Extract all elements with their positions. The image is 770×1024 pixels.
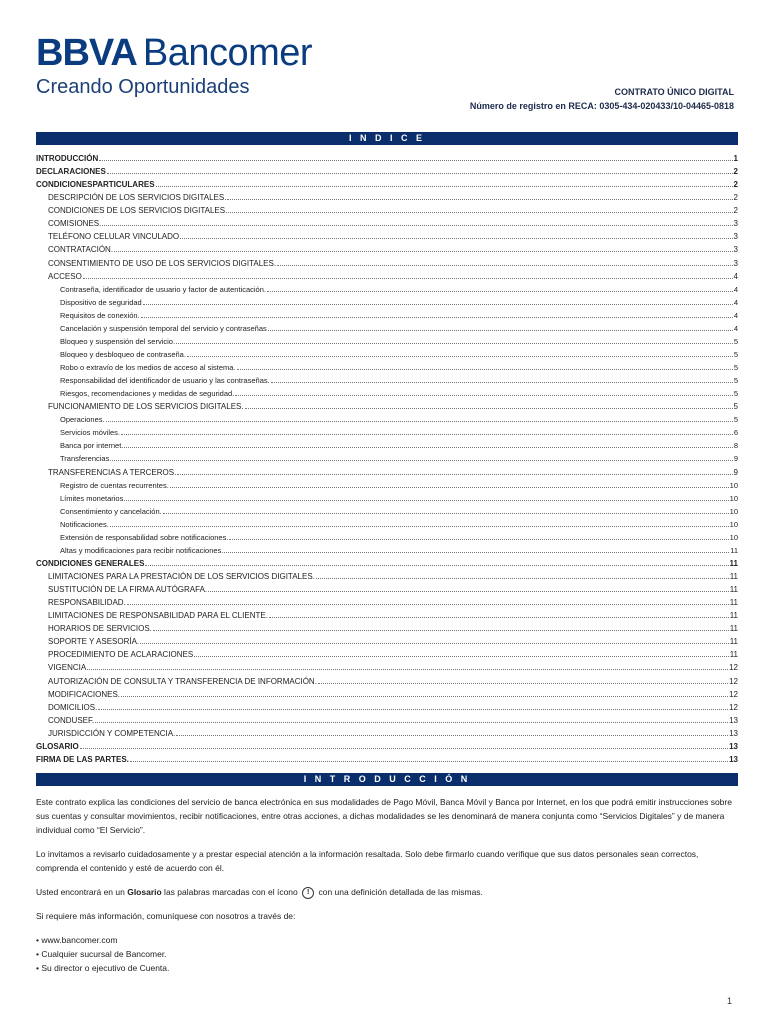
toc-entry-title: PROCEDIMIENTO DE ACLARACIONES. <box>48 650 196 660</box>
toc-leader-dots <box>268 323 733 331</box>
toc-leader-dots <box>107 166 733 174</box>
toc-entry-title: Banca por internet. <box>60 441 124 451</box>
toc-entry-title: CONDICIONES GENERALES <box>36 558 145 568</box>
toc-entry[interactable] <box>36 322 738 335</box>
toc-entry-page: 2 <box>733 167 738 177</box>
toc-entry-title: JURISDICCIÓN Y COMPETENCIA. <box>48 728 176 738</box>
toc-leader-dots <box>245 401 733 409</box>
toc-entry[interactable] <box>36 714 738 727</box>
toc-entry-title: CONDICIONES DE LOS SERVICIOS DIGITALES. <box>48 206 228 216</box>
toc-leader-dots <box>269 610 729 618</box>
bbva-bancomer-logo <box>36 34 312 99</box>
toc-leader-dots <box>114 244 733 252</box>
toc-entry-title: COMISIONES. <box>48 219 102 229</box>
toc-entry-title: RESPONSABILIDAD. <box>48 598 126 608</box>
toc-entry-title: Dispositivo de seguridad <box>60 297 142 307</box>
toc-leader-dots <box>121 689 728 697</box>
toc-entry-page: 3 <box>733 232 738 242</box>
toc-entry[interactable] <box>36 335 738 348</box>
toc-entry[interactable] <box>36 531 738 544</box>
toc-leader-dots <box>127 597 729 605</box>
toc-entry[interactable] <box>36 452 738 465</box>
toc-leader-dots <box>121 427 733 435</box>
toc-entry-title: Notificaciones. <box>60 519 109 529</box>
toc-entry-title: FUNCIONAMIENTO DE LOS SERVICIOS DIGITALES. <box>48 402 244 412</box>
toc-entry[interactable] <box>36 152 738 165</box>
toc-entry-page: 12 <box>729 676 738 686</box>
toc-leader-dots <box>163 506 729 514</box>
toc-entry[interactable] <box>36 675 738 688</box>
toc-leader-dots <box>98 702 728 710</box>
toc-entry-title: CONDUSEF. <box>48 715 95 725</box>
toc-entry-page: 5 <box>733 363 738 372</box>
toc-entry-title: Contraseña, identificador de usuario y factor de autenticación. <box>60 284 266 294</box>
toc-entry[interactable] <box>36 701 738 714</box>
toc-leader-dots <box>145 558 728 566</box>
toc-entry[interactable] <box>36 688 738 701</box>
intro-paragraph-4: Si requiere más información, comuníquese con nosotros a través de: <box>36 911 296 921</box>
intro-p3-text-middle: las palabras marcadas con el ícono <box>161 887 301 897</box>
toc-entry[interactable] <box>36 426 738 439</box>
glossary-marker-icon: ! <box>302 887 314 899</box>
toc-leader-dots <box>316 571 729 579</box>
toc-entry[interactable] <box>36 270 738 283</box>
introduction-body <box>36 795 738 975</box>
logo-tagline: Creando Oportunidades <box>36 76 250 98</box>
contact-item[interactable]: • www.bancomer.com <box>36 935 118 945</box>
toc-entry-title: SUSTITUCIÓN DE LA FIRMA AUTÓGRAFA. <box>48 585 208 595</box>
toc-leader-dots <box>141 310 733 318</box>
toc-entry[interactable] <box>36 309 738 322</box>
toc-entry-page: 2 <box>733 206 738 216</box>
toc-entry-page: 12 <box>729 663 738 673</box>
toc-entry-title: AUTORIZACIÓN DE CONSULTA Y TRANSFERENCIA DE INFORMACIÓN. <box>48 676 317 686</box>
toc-leader-dots <box>187 349 733 357</box>
toc-entry-page: 1 <box>733 154 738 163</box>
toc-entry-title: SOPORTE Y ASESORÍA. <box>48 637 140 647</box>
toc-entry[interactable] <box>36 518 738 531</box>
toc-entry-page: 6 <box>733 428 738 438</box>
toc-entry-title: MODIFICACIONES. <box>48 689 121 699</box>
toc-entry[interactable] <box>36 230 738 243</box>
logo-bank-name: Bancomer <box>142 32 313 74</box>
toc-entry-title: HORARIOS DE SERVICIOS. <box>48 624 152 634</box>
toc-leader-dots <box>271 375 733 383</box>
contract-title: CONTRATO ÚNICO DIGITAL <box>614 87 734 97</box>
toc-leader-dots <box>208 584 729 592</box>
toc-entry-page: 13 <box>729 715 738 725</box>
toc-entry-page: 5 <box>733 402 738 412</box>
toc-entry[interactable] <box>36 609 738 622</box>
toc-leader-dots <box>224 545 729 553</box>
intro-paragraph-2: Lo invitamos a revisarlo cuidadosamente y a prestar especial atención a la información resaltada. Solo debe firmarlo cuando verifique que sus datos personales sean correctos, comprenda el contenido y esté de acuerdo con él. <box>36 849 699 873</box>
toc-leader-dots <box>99 153 732 161</box>
toc-entry-page: 4 <box>733 297 738 307</box>
toc-leader-dots <box>83 271 733 279</box>
toc-entry-page: 11 <box>729 611 738 621</box>
toc-entry[interactable] <box>36 191 738 204</box>
toc-leader-dots <box>277 258 733 266</box>
toc-entry-title: Cancelación y suspensión temporal del servicio y contraseñas <box>60 323 267 333</box>
toc-entry-title: Operaciones. <box>60 415 105 425</box>
toc-entry[interactable] <box>36 505 738 518</box>
toc-entry[interactable] <box>36 557 738 570</box>
toc-leader-dots <box>89 662 728 670</box>
toc-leader-dots <box>126 493 728 501</box>
toc-entry-page: 2 <box>733 193 738 203</box>
toc-entry-page: 9 <box>733 467 738 477</box>
toc-entry[interactable] <box>36 348 738 361</box>
intro-paragraph-1: Este contrato explica las condiciones del servicio de banca electrónica en sus modalidades de Pago Móvil, Banca Móvil y Banca por Internet, en los que podrá emitir instrucciones sobre sus cuentas y consultar movimientos, recibir notificaciones, entre otras acciones, a dichas modalidades se les denominará de manera conjunta como “Servicios Digitales” y de manera individual como “El Servicio”. <box>36 797 732 835</box>
toc-entry[interactable] <box>36 492 738 505</box>
toc-leader-dots <box>196 649 728 657</box>
toc-entry-title: Robo o extravío de los medios de acceso al sistema. <box>60 363 236 372</box>
toc-entry[interactable] <box>36 257 738 270</box>
toc-entry-page: 3 <box>733 245 738 255</box>
toc-entry-page: 5 <box>733 349 738 359</box>
toc-leader-dots <box>156 179 733 187</box>
toc-leader-dots <box>102 218 732 226</box>
toc-entry[interactable] <box>36 374 738 387</box>
toc-entry-title: Riesgos, recomendaciones y medidas de seguridad. <box>60 389 235 399</box>
intro-p3-text-start: Usted encontrará en un <box>36 887 128 897</box>
toc-entry-page: 10 <box>729 519 738 529</box>
toc-entry[interactable] <box>36 413 738 426</box>
toc-entry-title: DOMICILIOS. <box>48 702 98 712</box>
toc-entry-page: 10 <box>729 506 738 516</box>
toc-leader-dots <box>227 192 732 200</box>
toc-entry-page: 13 <box>729 741 738 751</box>
toc-leader-dots <box>140 636 729 644</box>
contact-item: • Su director o ejecutivo de Cuenta. <box>36 963 170 973</box>
toc-leader-dots <box>130 754 728 762</box>
toc-entry[interactable] <box>36 178 738 191</box>
toc-entry-page: 5 <box>733 336 738 346</box>
toc-entry-page: 4 <box>733 310 738 320</box>
toc-entry[interactable] <box>36 400 738 413</box>
toc-leader-dots <box>228 205 732 213</box>
toc-entry-title: ACCESO <box>48 271 82 281</box>
toc-leader-dots <box>229 532 728 540</box>
toc-entry-page: 5 <box>733 389 738 399</box>
toc-entry[interactable] <box>36 439 738 452</box>
toc-leader-dots <box>235 388 733 396</box>
intro-paragraph-3 <box>36 885 738 899</box>
toc-entry[interactable] <box>36 387 738 400</box>
toc-entry-title: DECLARACIONES <box>36 167 106 177</box>
toc-entry[interactable] <box>36 596 738 609</box>
intro-section-bar: I N T R O D U C C I Ó N <box>36 773 738 786</box>
toc-entry-title: LIMITACIONES PARA LA PRESTACIÓN DE LOS SERVICIOS DIGITALES. <box>48 572 315 581</box>
toc-entry-title: TRANSFERENCIAS A TERCEROS. <box>48 467 177 477</box>
toc-leader-dots <box>143 297 733 305</box>
toc-leader-dots <box>110 519 729 527</box>
toc-entry[interactable] <box>36 661 738 674</box>
toc-entry-page: 2 <box>733 180 738 190</box>
toc-entry[interactable] <box>36 648 738 661</box>
toc-entry-page: 3 <box>733 219 738 229</box>
glossary-term: Glosario <box>127 887 162 897</box>
toc-leader-dots <box>95 715 728 723</box>
toc-leader-dots <box>153 623 729 631</box>
toc-leader-dots <box>182 231 732 239</box>
toc-entry[interactable] <box>36 283 738 296</box>
toc-entry-page: 11 <box>729 637 738 647</box>
toc-entry[interactable] <box>36 296 738 309</box>
toc-entry-title: VIGENCIA. <box>48 663 89 673</box>
toc-entry[interactable] <box>36 583 738 596</box>
toc-entry-page: 4 <box>733 271 738 281</box>
toc-entry-title: Registro de cuentas recurrentes. <box>60 480 169 490</box>
toc-entry-page: 5 <box>733 376 738 386</box>
toc-entry-title: Bloqueo y suspensión del servicio. <box>60 336 176 346</box>
toc-entry-page: 4 <box>733 284 738 294</box>
toc-entry-page: 9 <box>733 454 738 464</box>
toc-entry[interactable] <box>36 570 738 583</box>
toc-entry[interactable] <box>36 635 738 648</box>
toc-entry-page: 11 <box>729 585 738 595</box>
toc-entry-page: 11 <box>729 572 738 581</box>
toc-entry-title: Requisitos de conexión. <box>60 310 140 320</box>
toc-entry[interactable] <box>36 622 738 635</box>
toc-entry-page: 11 <box>729 624 738 634</box>
contract-header <box>470 85 734 113</box>
toc-entry-page: 11 <box>729 558 738 568</box>
toc-entry-title: Responsabilidad del identificador de usuario y las contraseñas. <box>60 376 270 386</box>
toc-leader-dots <box>176 336 733 344</box>
toc-leader-dots <box>170 480 729 488</box>
toc-entry-title: CONTRATACIÓN. <box>48 245 114 255</box>
toc-entry[interactable] <box>36 165 738 178</box>
toc-leader-dots <box>124 440 732 448</box>
toc-entry[interactable] <box>36 466 738 479</box>
toc-leader-dots <box>176 728 728 736</box>
toc-entry-title: CONSENTIMIENTO DE USO DE LOS SERVICIOS DIGITALES. <box>48 258 277 268</box>
toc-leader-dots <box>267 284 733 292</box>
toc-entry-page: 12 <box>729 702 738 712</box>
page-number: 1 <box>726 996 732 1006</box>
toc-entry-page: 5 <box>733 415 738 425</box>
toc-entry-page: 3 <box>733 258 738 268</box>
toc-entry-page: 4 <box>733 323 738 333</box>
toc-entry[interactable] <box>36 727 738 740</box>
toc-entry[interactable] <box>36 740 738 753</box>
table-of-contents <box>36 152 738 766</box>
toc-entry-title: Extensión de responsabilidad sobre notificaciones. <box>60 532 229 542</box>
toc-entry[interactable] <box>36 243 738 256</box>
toc-leader-dots <box>318 676 728 684</box>
toc-entry-title: Consentimiento y cancelación. <box>60 506 162 516</box>
toc-entry-title: GLOSARIO <box>36 741 79 751</box>
toc-entry-page: 10 <box>729 493 738 503</box>
toc-entry[interactable] <box>36 204 738 217</box>
toc-leader-dots <box>177 467 732 475</box>
contact-list <box>36 933 738 975</box>
reca-number: Número de registro en RECA: 0305-434-020433/10-04465-0818 <box>469 101 734 111</box>
intro-p3-text-end: con una definición detallada de las mismas. <box>316 887 483 897</box>
toc-leader-dots <box>80 741 728 749</box>
toc-entry-title: CONDICIONESPARTICULARES <box>36 180 155 190</box>
toc-entry-page: 13 <box>729 754 738 764</box>
toc-entry-page: 12 <box>729 689 738 699</box>
toc-entry-title: Límites monetarios. <box>60 493 126 503</box>
toc-entry-title: Altas y modificaciones para recibir notificaciones. <box>60 545 224 555</box>
logo-brand: BBVA <box>36 32 137 74</box>
toc-entry-page: 8 <box>733 441 738 451</box>
toc-leader-dots <box>237 362 733 370</box>
toc-entry-page: 10 <box>729 532 738 542</box>
toc-entry-title: Transferencias. <box>60 454 112 464</box>
toc-entry-page: 13 <box>729 728 738 738</box>
toc-entry-title: LIMITACIONES DE RESPONSABILIDAD PARA EL CLIENTE. <box>48 611 268 621</box>
toc-entry-page: 11 <box>729 598 738 608</box>
toc-entry-title: Servicios móviles. <box>60 428 121 438</box>
toc-entry[interactable] <box>36 479 738 492</box>
toc-entry-page: 11 <box>730 545 738 555</box>
toc-leader-dots <box>106 414 733 422</box>
toc-entry-title: TELÉFONO CELULAR VINCULADO. <box>48 232 182 242</box>
toc-entry[interactable] <box>36 544 738 557</box>
contact-item: • Cualquier sucursal de Bancomer. <box>36 949 167 959</box>
toc-entry-title: INTRODUCCIÓN <box>36 154 99 163</box>
toc-leader-dots <box>112 453 732 461</box>
toc-entry-page: 11 <box>729 650 738 660</box>
toc-entry[interactable] <box>36 217 738 230</box>
index-section-bar: I N D I C E <box>36 132 738 145</box>
toc-entry-title: FIRMA DE LAS PARTES. <box>36 754 129 764</box>
toc-entry[interactable] <box>36 361 738 374</box>
toc-entry-title: DESCRIPCIÓN DE LOS SERVICIOS DIGITALES. <box>48 193 227 203</box>
toc-entry[interactable] <box>36 753 738 766</box>
toc-entry-page: 10 <box>729 480 738 490</box>
toc-entry-title: Bloqueo y desbloqueo de contraseña. <box>60 349 186 359</box>
